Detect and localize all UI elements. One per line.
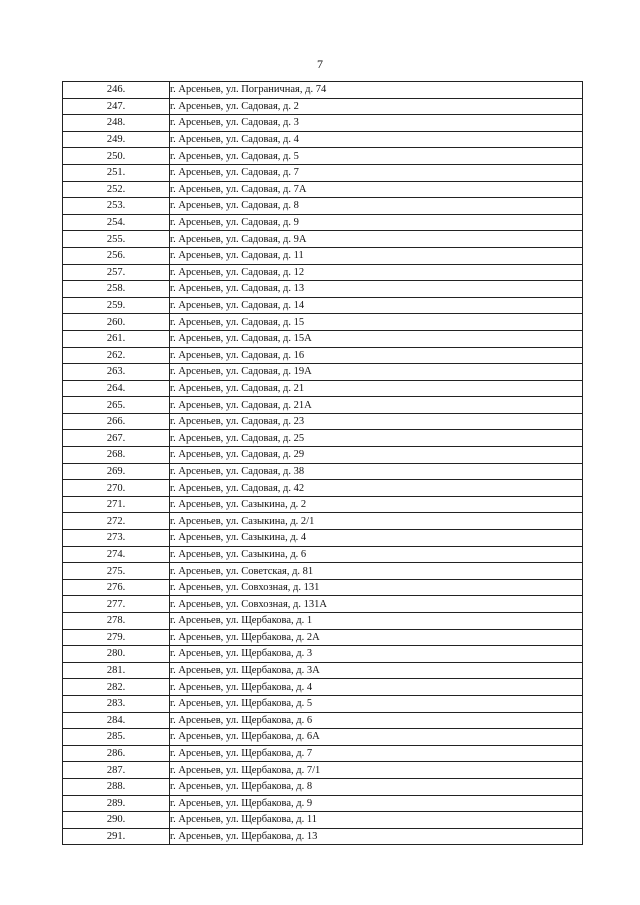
- row-number-cell: 275.: [63, 563, 170, 580]
- address-cell: г. Арсеньев, ул. Совхозная, д. 131: [170, 579, 583, 596]
- row-number-cell: 290.: [63, 812, 170, 829]
- table-row: [63, 662, 583, 679]
- address-cell: г. Арсеньев, ул. Пограничная, д. 74: [170, 82, 583, 99]
- table-row: [63, 131, 583, 148]
- row-number-cell: 256.: [63, 247, 170, 264]
- row-number-cell: 246.: [63, 82, 170, 99]
- table-row: [63, 795, 583, 812]
- row-number-cell: 263.: [63, 364, 170, 381]
- row-number-cell: 257.: [63, 264, 170, 281]
- table-row: [63, 148, 583, 165]
- row-number-cell: 273.: [63, 530, 170, 547]
- address-cell: г. Арсеньев, ул. Сазыкина, д. 4: [170, 530, 583, 547]
- row-number-cell: 258.: [63, 281, 170, 298]
- row-number-cell: 264.: [63, 380, 170, 397]
- table-row: [63, 181, 583, 198]
- address-cell: г. Арсеньев, ул. Садовая, д. 16: [170, 347, 583, 364]
- address-cell: г. Арсеньев, ул. Садовая, д. 9А: [170, 231, 583, 248]
- row-number-cell: 261.: [63, 330, 170, 347]
- table-row: [63, 281, 583, 298]
- address-cell: г. Арсеньев, ул. Щербакова, д. 13: [170, 828, 583, 845]
- row-number-cell: 285.: [63, 729, 170, 746]
- row-number-cell: 278.: [63, 613, 170, 630]
- table-row: [63, 646, 583, 663]
- address-cell: г. Арсеньев, ул. Садовая, д. 2: [170, 98, 583, 115]
- table-row: [63, 679, 583, 696]
- address-cell: г. Арсеньев, ул. Щербакова, д. 8: [170, 778, 583, 795]
- row-number-cell: 269.: [63, 463, 170, 480]
- address-cell: г. Арсеньев, ул. Садовая, д. 23: [170, 413, 583, 430]
- address-cell: г. Арсеньев, ул. Щербакова, д. 6А: [170, 729, 583, 746]
- address-cell: г. Арсеньев, ул. Щербакова, д. 3: [170, 646, 583, 663]
- row-number-cell: 253.: [63, 198, 170, 215]
- address-table: [62, 81, 583, 845]
- table-row: [63, 430, 583, 447]
- table-row: [63, 297, 583, 314]
- address-cell: г. Арсеньев, ул. Садовая, д. 9: [170, 214, 583, 231]
- table-row: [63, 745, 583, 762]
- row-number-cell: 268.: [63, 447, 170, 464]
- table-row: [63, 164, 583, 181]
- address-cell: г. Арсеньев, ул. Щербакова, д. 5: [170, 695, 583, 712]
- table-row: [63, 695, 583, 712]
- address-cell: г. Арсеньев, ул. Щербакова, д. 9: [170, 795, 583, 812]
- row-number-cell: 248.: [63, 115, 170, 132]
- table-row: [63, 198, 583, 215]
- table-row: [63, 447, 583, 464]
- row-number-cell: 272.: [63, 513, 170, 530]
- address-cell: г. Арсеньев, ул. Садовая, д. 12: [170, 264, 583, 281]
- table-row: [63, 629, 583, 646]
- table-row: [63, 828, 583, 845]
- table-row: [63, 812, 583, 829]
- table-row: [63, 397, 583, 414]
- row-number-cell: 255.: [63, 231, 170, 248]
- row-number-cell: 250.: [63, 148, 170, 165]
- row-number-cell: 265.: [63, 397, 170, 414]
- table-row: [63, 579, 583, 596]
- address-cell: г. Арсеньев, ул. Садовая, д. 7А: [170, 181, 583, 198]
- table-row: [63, 530, 583, 547]
- address-cell: г. Арсеньев, ул. Щербакова, д. 3А: [170, 662, 583, 679]
- table-row: [63, 596, 583, 613]
- table-row: [63, 214, 583, 231]
- table-row: [63, 314, 583, 331]
- address-cell: г. Арсеньев, ул. Садовая, д. 21: [170, 380, 583, 397]
- row-number-cell: 283.: [63, 695, 170, 712]
- address-cell: г. Арсеньев, ул. Садовая, д. 8: [170, 198, 583, 215]
- table-row: [63, 480, 583, 497]
- table-row: [63, 364, 583, 381]
- address-cell: г. Арсеньев, ул. Садовая, д. 4: [170, 131, 583, 148]
- row-number-cell: 252.: [63, 181, 170, 198]
- table-row: [63, 513, 583, 530]
- address-cell: г. Арсеньев, ул. Садовая, д. 3: [170, 115, 583, 132]
- table-row: [63, 613, 583, 630]
- row-number-cell: 259.: [63, 297, 170, 314]
- table-row: [63, 563, 583, 580]
- row-number-cell: 277.: [63, 596, 170, 613]
- table-row: [63, 729, 583, 746]
- table-row: [63, 496, 583, 513]
- row-number-cell: 286.: [63, 745, 170, 762]
- address-cell: г. Арсеньев, ул. Садовая, д. 29: [170, 447, 583, 464]
- address-cell: г. Арсеньев, ул. Садовая, д. 5: [170, 148, 583, 165]
- row-number-cell: 280.: [63, 646, 170, 663]
- address-cell: г. Арсеньев, ул. Щербакова, д. 7/1: [170, 762, 583, 779]
- row-number-cell: 287.: [63, 762, 170, 779]
- address-cell: г. Арсеньев, ул. Садовая, д. 21А: [170, 397, 583, 414]
- row-number-cell: 251.: [63, 164, 170, 181]
- row-number-cell: 249.: [63, 131, 170, 148]
- row-number-cell: 266.: [63, 413, 170, 430]
- address-cell: г. Арсеньев, ул. Садовая, д. 15: [170, 314, 583, 331]
- row-number-cell: 262.: [63, 347, 170, 364]
- table-row: [63, 98, 583, 115]
- address-cell: г. Арсеньев, ул. Садовая, д. 13: [170, 281, 583, 298]
- table-row: [63, 247, 583, 264]
- row-number-cell: 288.: [63, 778, 170, 795]
- page-number: 7: [317, 57, 323, 71]
- table-row: [63, 82, 583, 99]
- table-row: [63, 712, 583, 729]
- address-cell: г. Арсеньев, ул. Щербакова, д. 7: [170, 745, 583, 762]
- table-row: [63, 347, 583, 364]
- table-row: [63, 546, 583, 563]
- address-cell: г. Арсеньев, ул. Совхозная, д. 131А: [170, 596, 583, 613]
- table-row: [63, 115, 583, 132]
- row-number-cell: 282.: [63, 679, 170, 696]
- address-cell: г. Арсеньев, ул. Садовая, д. 15А: [170, 330, 583, 347]
- address-cell: г. Арсеньев, ул. Садовая, д. 25: [170, 430, 583, 447]
- table-row: [63, 264, 583, 281]
- row-number-cell: 289.: [63, 795, 170, 812]
- address-cell: г. Арсеньев, ул. Щербакова, д. 4: [170, 679, 583, 696]
- table-row: [63, 380, 583, 397]
- row-number-cell: 254.: [63, 214, 170, 231]
- row-number-cell: 247.: [63, 98, 170, 115]
- table-row: [63, 231, 583, 248]
- address-cell: г. Арсеньев, ул. Щербакова, д. 2А: [170, 629, 583, 646]
- address-cell: г. Арсеньев, ул. Щербакова, д. 1: [170, 613, 583, 630]
- address-cell: г. Арсеньев, ул. Садовая, д. 42: [170, 480, 583, 497]
- row-number-cell: 281.: [63, 662, 170, 679]
- row-number-cell: 276.: [63, 579, 170, 596]
- row-number-cell: 274.: [63, 546, 170, 563]
- address-cell: г. Арсеньев, ул. Щербакова, д. 11: [170, 812, 583, 829]
- address-cell: г. Арсеньев, ул. Садовая, д. 38: [170, 463, 583, 480]
- table-row: [63, 413, 583, 430]
- row-number-cell: 267.: [63, 430, 170, 447]
- table-row: [63, 762, 583, 779]
- address-table-body: [63, 82, 583, 845]
- table-row: [63, 330, 583, 347]
- address-cell: г. Арсеньев, ул. Садовая, д. 14: [170, 297, 583, 314]
- row-number-cell: 270.: [63, 480, 170, 497]
- address-cell: г. Арсеньев, ул. Садовая, д. 11: [170, 247, 583, 264]
- address-cell: г. Арсеньев, ул. Советская, д. 81: [170, 563, 583, 580]
- address-cell: г. Арсеньев, ул. Сазыкина, д. 2: [170, 496, 583, 513]
- table-row: [63, 463, 583, 480]
- address-cell: г. Арсеньев, ул. Сазыкина, д. 6: [170, 546, 583, 563]
- address-cell: г. Арсеньев, ул. Садовая, д. 7: [170, 164, 583, 181]
- row-number-cell: 271.: [63, 496, 170, 513]
- row-number-cell: 260.: [63, 314, 170, 331]
- address-cell: г. Арсеньев, ул. Садовая, д. 19А: [170, 364, 583, 381]
- address-cell: г. Арсеньев, ул. Сазыкина, д. 2/1: [170, 513, 583, 530]
- row-number-cell: 279.: [63, 629, 170, 646]
- table-row: [63, 778, 583, 795]
- address-cell: г. Арсеньев, ул. Щербакова, д. 6: [170, 712, 583, 729]
- row-number-cell: 291.: [63, 828, 170, 845]
- row-number-cell: 284.: [63, 712, 170, 729]
